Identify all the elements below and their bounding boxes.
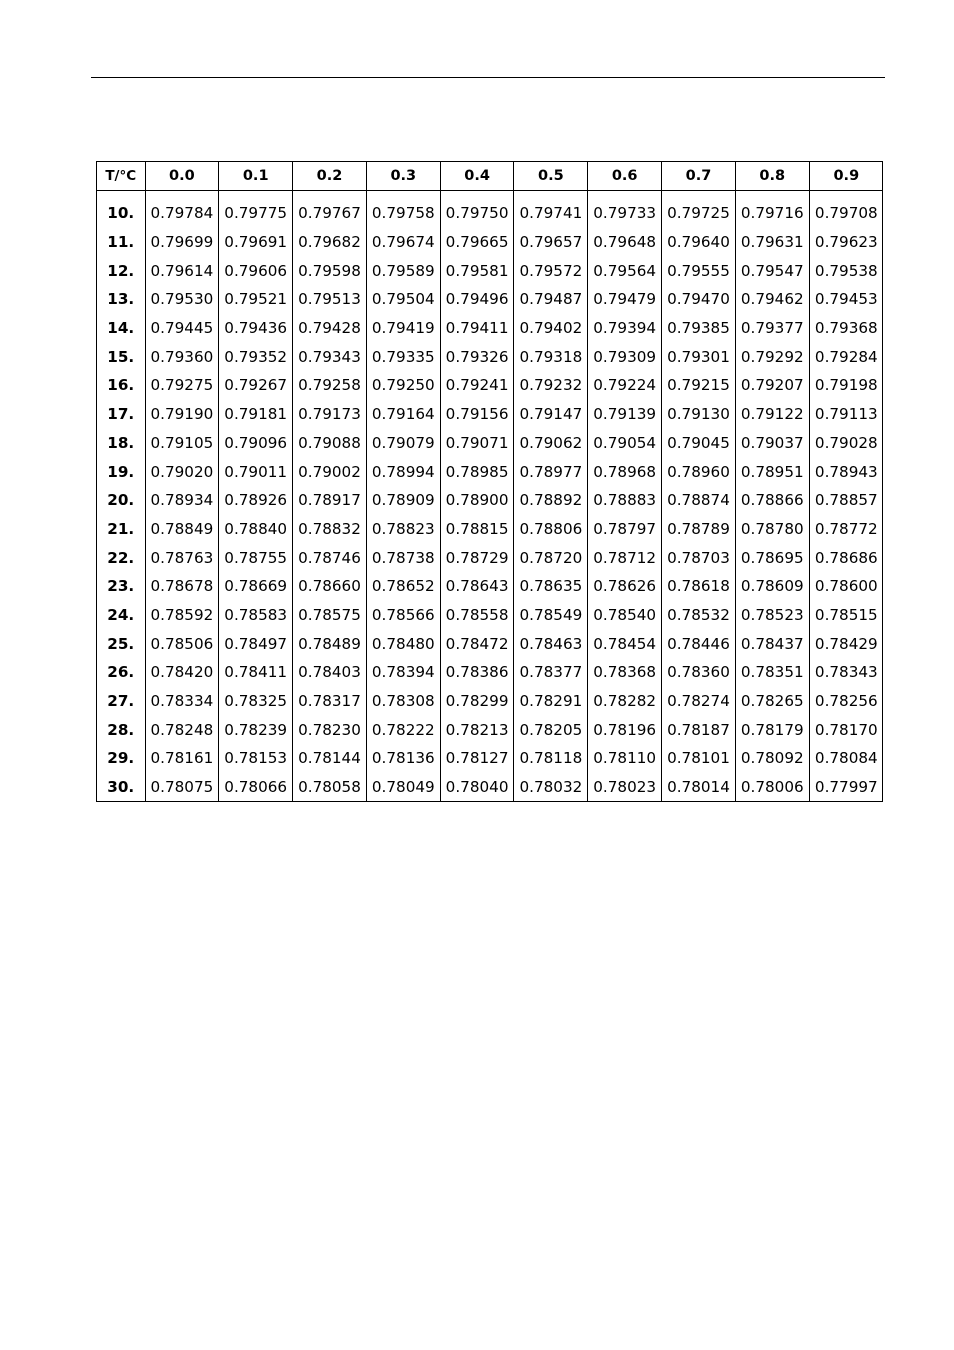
value-cell: 0.78678 xyxy=(145,572,219,601)
spacer-cell xyxy=(97,191,145,200)
table-row xyxy=(97,744,883,773)
value-cell: 0.78014 xyxy=(662,773,736,802)
value-cell: 0.78892 xyxy=(514,486,588,515)
value-cell: 0.79284 xyxy=(809,342,883,371)
value-cell: 0.78222 xyxy=(366,715,440,744)
table-row xyxy=(97,515,883,544)
value-cell: 0.78429 xyxy=(809,629,883,658)
value-cell: 0.78763 xyxy=(145,543,219,572)
header-col: 0.9 xyxy=(809,162,883,191)
temp-cell: 16. xyxy=(107,376,135,395)
value-cell: 0.78101 xyxy=(662,744,736,773)
temp-cell: 13. xyxy=(107,290,135,309)
value-cell: 0.78196 xyxy=(588,715,662,744)
value-cell: 0.79326 xyxy=(440,342,514,371)
spacer-cell xyxy=(293,191,367,200)
header-col: 0.0 xyxy=(145,162,219,191)
table-row xyxy=(97,457,883,486)
value-cell: 0.78652 xyxy=(366,572,440,601)
table-row xyxy=(97,658,883,687)
table-row xyxy=(97,572,883,601)
value-cell: 0.79173 xyxy=(293,400,367,429)
value-cell: 0.79479 xyxy=(588,285,662,314)
value-cell: 0.79343 xyxy=(293,342,367,371)
value-cell: 0.79394 xyxy=(588,314,662,343)
value-cell: 0.78437 xyxy=(735,629,809,658)
temp-cell: 29. xyxy=(107,749,135,768)
table-row xyxy=(97,429,883,458)
value-cell: 0.78600 xyxy=(809,572,883,601)
value-cell: 0.79105 xyxy=(145,429,219,458)
value-cell: 0.78334 xyxy=(145,687,219,716)
value-cell: 0.79267 xyxy=(219,371,293,400)
value-cell: 0.78325 xyxy=(219,687,293,716)
value-cell: 0.78797 xyxy=(588,515,662,544)
header-col: 0.6 xyxy=(588,162,662,191)
value-cell: 0.79572 xyxy=(514,256,588,285)
value-cell: 0.78368 xyxy=(588,658,662,687)
temp-cell: 21. xyxy=(107,519,135,538)
value-cell: 0.78213 xyxy=(440,715,514,744)
value-cell: 0.78118 xyxy=(514,744,588,773)
header-temp: T/°C xyxy=(97,162,145,191)
temp-cell: 23. xyxy=(107,577,135,596)
value-cell: 0.79640 xyxy=(662,228,736,257)
value-cell: 0.78480 xyxy=(366,629,440,658)
temp-cell: 12. xyxy=(107,261,135,280)
temp-cell: 17. xyxy=(107,405,135,424)
table-row xyxy=(97,314,883,343)
table-row xyxy=(97,371,883,400)
value-cell: 0.79045 xyxy=(662,429,736,458)
table-row xyxy=(97,228,883,257)
temp-cell: 27. xyxy=(107,692,135,711)
value-cell: 0.78084 xyxy=(809,744,883,773)
value-cell: 0.78738 xyxy=(366,543,440,572)
value-cell: 0.78127 xyxy=(440,744,514,773)
table-row xyxy=(97,629,883,658)
value-cell: 0.78230 xyxy=(293,715,367,744)
value-cell: 0.78755 xyxy=(219,543,293,572)
value-cell: 0.78968 xyxy=(588,457,662,486)
value-cell: 0.79020 xyxy=(145,457,219,486)
spacer-cell xyxy=(366,191,440,200)
value-cell: 0.79470 xyxy=(662,285,736,314)
value-cell: 0.78205 xyxy=(514,715,588,744)
value-cell: 0.79113 xyxy=(809,400,883,429)
value-cell: 0.78643 xyxy=(440,572,514,601)
value-cell: 0.79699 xyxy=(145,228,219,257)
value-cell: 0.79411 xyxy=(440,314,514,343)
header-col: 0.8 xyxy=(735,162,809,191)
value-cell: 0.78917 xyxy=(293,486,367,515)
temp-cell: 15. xyxy=(107,347,135,366)
temp-cell: 28. xyxy=(107,720,135,739)
value-cell: 0.78040 xyxy=(440,773,514,802)
density-table-frame xyxy=(96,161,883,802)
value-cell: 0.78575 xyxy=(293,601,367,630)
header-col: 0.1 xyxy=(219,162,293,191)
value-cell: 0.78265 xyxy=(735,687,809,716)
value-cell: 0.79436 xyxy=(219,314,293,343)
value-cell: 0.78506 xyxy=(145,629,219,658)
value-cell: 0.79207 xyxy=(735,371,809,400)
value-cell: 0.78497 xyxy=(219,629,293,658)
value-cell: 0.78463 xyxy=(514,629,588,658)
temp-cell: 20. xyxy=(107,491,135,510)
value-cell: 0.79496 xyxy=(440,285,514,314)
value-cell: 0.79147 xyxy=(514,400,588,429)
value-cell: 0.78523 xyxy=(735,601,809,630)
table-row xyxy=(97,342,883,371)
value-cell: 0.79784 xyxy=(145,199,219,228)
value-cell: 0.79096 xyxy=(219,429,293,458)
value-cell: 0.78558 xyxy=(440,601,514,630)
value-cell: 0.79318 xyxy=(514,342,588,371)
value-cell: 0.79504 xyxy=(366,285,440,314)
value-cell: 0.78256 xyxy=(809,687,883,716)
value-cell: 0.78951 xyxy=(735,457,809,486)
header-col: 0.7 xyxy=(662,162,736,191)
value-cell: 0.79733 xyxy=(588,199,662,228)
spacer-cell xyxy=(662,191,736,200)
value-cell: 0.79079 xyxy=(366,429,440,458)
value-cell: 0.79631 xyxy=(735,228,809,257)
value-cell: 0.78179 xyxy=(735,715,809,744)
value-cell: 0.78515 xyxy=(809,601,883,630)
value-cell: 0.78703 xyxy=(662,543,736,572)
value-cell: 0.79725 xyxy=(662,199,736,228)
value-cell: 0.79224 xyxy=(588,371,662,400)
value-cell: 0.79682 xyxy=(293,228,367,257)
table-row xyxy=(97,285,883,314)
table-row xyxy=(97,543,883,572)
value-cell: 0.78144 xyxy=(293,744,367,773)
spacer-cell xyxy=(219,191,293,200)
temp-cell: 25. xyxy=(107,634,135,653)
value-cell: 0.78075 xyxy=(145,773,219,802)
value-cell: 0.78729 xyxy=(440,543,514,572)
value-cell: 0.78789 xyxy=(662,515,736,544)
value-cell: 0.78023 xyxy=(588,773,662,802)
value-cell: 0.79377 xyxy=(735,314,809,343)
value-cell: 0.79071 xyxy=(440,429,514,458)
value-cell: 0.78840 xyxy=(219,515,293,544)
value-cell: 0.79513 xyxy=(293,285,367,314)
value-cell: 0.78472 xyxy=(440,629,514,658)
value-cell: 0.79555 xyxy=(662,256,736,285)
value-cell: 0.78720 xyxy=(514,543,588,572)
value-cell: 0.78066 xyxy=(219,773,293,802)
value-cell: 0.79002 xyxy=(293,457,367,486)
value-cell: 0.78377 xyxy=(514,658,588,687)
value-cell: 0.78549 xyxy=(514,601,588,630)
spacer-cell xyxy=(809,191,883,200)
value-cell: 0.79589 xyxy=(366,256,440,285)
value-cell: 0.78686 xyxy=(809,543,883,572)
value-cell: 0.79674 xyxy=(366,228,440,257)
value-cell: 0.78934 xyxy=(145,486,219,515)
spacer-cell xyxy=(145,191,219,200)
temp-cell: 11. xyxy=(107,233,135,252)
value-cell: 0.78566 xyxy=(366,601,440,630)
value-cell: 0.78857 xyxy=(809,486,883,515)
temp-cell: 14. xyxy=(107,319,135,338)
value-cell: 0.79564 xyxy=(588,256,662,285)
value-cell: 0.79028 xyxy=(809,429,883,458)
value-cell: 0.79750 xyxy=(440,199,514,228)
value-cell: 0.78772 xyxy=(809,515,883,544)
temp-cell: 30. xyxy=(107,778,135,797)
value-cell: 0.79368 xyxy=(809,314,883,343)
value-cell: 0.79164 xyxy=(366,400,440,429)
value-cell: 0.79581 xyxy=(440,256,514,285)
temp-cell: 26. xyxy=(107,663,135,682)
table-row xyxy=(97,687,883,716)
header-col: 0.3 xyxy=(366,162,440,191)
spacer-cell xyxy=(440,191,514,200)
value-cell: 0.79521 xyxy=(219,285,293,314)
value-cell: 0.79309 xyxy=(588,342,662,371)
temp-cell: 18. xyxy=(107,433,135,452)
value-cell: 0.79122 xyxy=(735,400,809,429)
table-body xyxy=(97,191,883,802)
density-table xyxy=(97,162,883,801)
value-cell: 0.79181 xyxy=(219,400,293,429)
value-cell: 0.79335 xyxy=(366,342,440,371)
value-cell: 0.78394 xyxy=(366,658,440,687)
value-cell: 0.78909 xyxy=(366,486,440,515)
value-cell: 0.79648 xyxy=(588,228,662,257)
temp-cell: 24. xyxy=(107,605,135,624)
value-cell: 0.78532 xyxy=(662,601,736,630)
value-cell: 0.79190 xyxy=(145,400,219,429)
value-cell: 0.78136 xyxy=(366,744,440,773)
value-cell: 0.79275 xyxy=(145,371,219,400)
value-cell: 0.79547 xyxy=(735,256,809,285)
temp-cell: 19. xyxy=(107,462,135,481)
spacer-cell xyxy=(735,191,809,200)
value-cell: 0.79453 xyxy=(809,285,883,314)
value-cell: 0.78806 xyxy=(514,515,588,544)
header-col: 0.5 xyxy=(514,162,588,191)
value-cell: 0.78161 xyxy=(145,744,219,773)
value-cell: 0.79623 xyxy=(809,228,883,257)
value-cell: 0.78489 xyxy=(293,629,367,658)
value-cell: 0.79011 xyxy=(219,457,293,486)
value-cell: 0.78823 xyxy=(366,515,440,544)
value-cell: 0.79258 xyxy=(293,371,367,400)
value-cell: 0.79215 xyxy=(662,371,736,400)
value-cell: 0.79130 xyxy=(662,400,736,429)
value-cell: 0.79614 xyxy=(145,256,219,285)
table-header-row xyxy=(97,162,883,191)
value-cell: 0.78049 xyxy=(366,773,440,802)
spacer-cell xyxy=(588,191,662,200)
value-cell: 0.78403 xyxy=(293,658,367,687)
value-cell: 0.78943 xyxy=(809,457,883,486)
value-cell: 0.78239 xyxy=(219,715,293,744)
value-cell: 0.78874 xyxy=(662,486,736,515)
value-cell: 0.79292 xyxy=(735,342,809,371)
value-cell: 0.79419 xyxy=(366,314,440,343)
value-cell: 0.78780 xyxy=(735,515,809,544)
value-cell: 0.79606 xyxy=(219,256,293,285)
value-cell: 0.78883 xyxy=(588,486,662,515)
spacer-row xyxy=(97,191,883,200)
value-cell: 0.79062 xyxy=(514,429,588,458)
value-cell: 0.78360 xyxy=(662,658,736,687)
value-cell: 0.78815 xyxy=(440,515,514,544)
value-cell: 0.78343 xyxy=(809,658,883,687)
value-cell: 0.78420 xyxy=(145,658,219,687)
value-cell: 0.79708 xyxy=(809,199,883,228)
value-cell: 0.78926 xyxy=(219,486,293,515)
value-cell: 0.78583 xyxy=(219,601,293,630)
table-row xyxy=(97,199,883,228)
value-cell: 0.79775 xyxy=(219,199,293,228)
value-cell: 0.79538 xyxy=(809,256,883,285)
value-cell: 0.78977 xyxy=(514,457,588,486)
value-cell: 0.78006 xyxy=(735,773,809,802)
value-cell: 0.79156 xyxy=(440,400,514,429)
value-cell: 0.78540 xyxy=(588,601,662,630)
table-row xyxy=(97,601,883,630)
value-cell: 0.79139 xyxy=(588,400,662,429)
value-cell: 0.78618 xyxy=(662,572,736,601)
value-cell: 0.78248 xyxy=(145,715,219,744)
value-cell: 0.79360 xyxy=(145,342,219,371)
value-cell: 0.78849 xyxy=(145,515,219,544)
value-cell: 0.79241 xyxy=(440,371,514,400)
value-cell: 0.78669 xyxy=(219,572,293,601)
value-cell: 0.78110 xyxy=(588,744,662,773)
value-cell: 0.78282 xyxy=(588,687,662,716)
value-cell: 0.79598 xyxy=(293,256,367,285)
header-col: 0.2 xyxy=(293,162,367,191)
header-rule xyxy=(91,77,885,78)
table-row xyxy=(97,400,883,429)
value-cell: 0.79665 xyxy=(440,228,514,257)
value-cell: 0.78994 xyxy=(366,457,440,486)
value-cell: 0.79741 xyxy=(514,199,588,228)
value-cell: 0.78032 xyxy=(514,773,588,802)
value-cell: 0.79250 xyxy=(366,371,440,400)
table-row xyxy=(97,256,883,285)
value-cell: 0.79428 xyxy=(293,314,367,343)
value-cell: 0.78635 xyxy=(514,572,588,601)
value-cell: 0.79758 xyxy=(366,199,440,228)
value-cell: 0.78746 xyxy=(293,543,367,572)
value-cell: 0.78695 xyxy=(735,543,809,572)
value-cell: 0.78626 xyxy=(588,572,662,601)
value-cell: 0.78832 xyxy=(293,515,367,544)
value-cell: 0.78299 xyxy=(440,687,514,716)
value-cell: 0.78712 xyxy=(588,543,662,572)
table-row xyxy=(97,773,883,802)
value-cell: 0.78446 xyxy=(662,629,736,658)
value-cell: 0.78308 xyxy=(366,687,440,716)
value-cell: 0.79767 xyxy=(293,199,367,228)
value-cell: 0.78187 xyxy=(662,715,736,744)
value-cell: 0.78351 xyxy=(735,658,809,687)
value-cell: 0.78092 xyxy=(735,744,809,773)
value-cell: 0.78454 xyxy=(588,629,662,658)
value-cell: 0.79487 xyxy=(514,285,588,314)
value-cell: 0.78411 xyxy=(219,658,293,687)
value-cell: 0.79301 xyxy=(662,342,736,371)
value-cell: 0.79088 xyxy=(293,429,367,458)
temp-cell: 22. xyxy=(107,548,135,567)
value-cell: 0.78153 xyxy=(219,744,293,773)
value-cell: 0.78317 xyxy=(293,687,367,716)
value-cell: 0.79352 xyxy=(219,342,293,371)
value-cell: 0.79716 xyxy=(735,199,809,228)
value-cell: 0.78660 xyxy=(293,572,367,601)
header-col: 0.4 xyxy=(440,162,514,191)
table-row xyxy=(97,486,883,515)
value-cell: 0.78274 xyxy=(662,687,736,716)
value-cell: 0.79402 xyxy=(514,314,588,343)
value-cell: 0.78960 xyxy=(662,457,736,486)
value-cell: 0.78985 xyxy=(440,457,514,486)
value-cell: 0.79054 xyxy=(588,429,662,458)
value-cell: 0.77997 xyxy=(809,773,883,802)
value-cell: 0.78386 xyxy=(440,658,514,687)
value-cell: 0.79657 xyxy=(514,228,588,257)
value-cell: 0.78609 xyxy=(735,572,809,601)
temp-cell: 10. xyxy=(107,204,135,223)
spacer-cell xyxy=(514,191,588,200)
value-cell: 0.79037 xyxy=(735,429,809,458)
value-cell: 0.79530 xyxy=(145,285,219,314)
value-cell: 0.78866 xyxy=(735,486,809,515)
value-cell: 0.78900 xyxy=(440,486,514,515)
value-cell: 0.79462 xyxy=(735,285,809,314)
value-cell: 0.78170 xyxy=(809,715,883,744)
value-cell: 0.79232 xyxy=(514,371,588,400)
value-cell: 0.79198 xyxy=(809,371,883,400)
value-cell: 0.79691 xyxy=(219,228,293,257)
value-cell: 0.79385 xyxy=(662,314,736,343)
value-cell: 0.78592 xyxy=(145,601,219,630)
value-cell: 0.78058 xyxy=(293,773,367,802)
value-cell: 0.79445 xyxy=(145,314,219,343)
table-row xyxy=(97,715,883,744)
value-cell: 0.78291 xyxy=(514,687,588,716)
